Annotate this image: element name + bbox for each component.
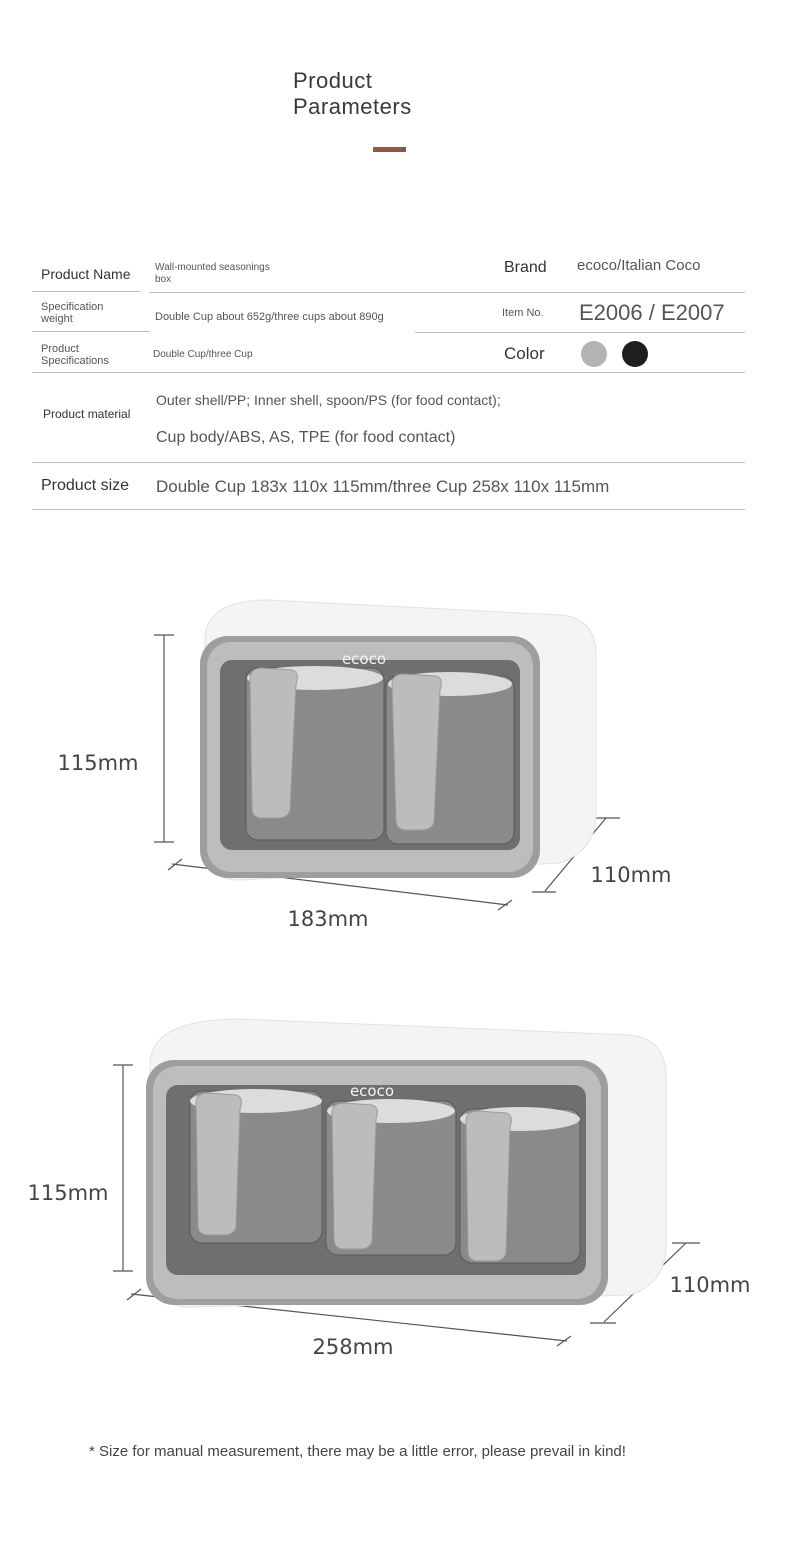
color-swatch-gray xyxy=(581,341,607,367)
product-name-value xyxy=(155,262,270,286)
product-spec-value: Double Cup/three Cup xyxy=(153,349,253,360)
height-label: 115mm xyxy=(57,751,139,775)
size-label: Product size xyxy=(41,477,130,494)
measurement-note: * Size for manual measurement, there may be a little error, please prevail in kind! xyxy=(89,1443,626,1460)
material-line-2: Cup body/ABS, AS, TPE (for food contact) xyxy=(156,429,456,446)
product-spec-label-line-2: Specifications xyxy=(41,355,109,367)
page-title-line-2: Parameters xyxy=(293,94,412,119)
height-label: 115mm xyxy=(27,1181,109,1205)
row-divider xyxy=(415,332,745,333)
ecoco-logo: ecoco xyxy=(341,650,387,668)
product-spec-label-line-1: Product xyxy=(41,343,79,355)
title-accent-bar xyxy=(373,147,406,152)
row-divider xyxy=(32,509,745,510)
row-divider xyxy=(150,292,745,293)
material-line-1: Outer shell/PP; Inner shell, spoon/PS (for food contact); xyxy=(156,392,501,408)
row-divider xyxy=(32,462,745,463)
ecoco-logo: ecoco xyxy=(349,1082,395,1100)
double-cup-illustration xyxy=(0,560,790,960)
depth-label: 110mm xyxy=(590,863,672,887)
width-label: 258mm xyxy=(312,1335,394,1359)
spec-weight-value: Double Cup about 652g/three cups about 890g xyxy=(155,311,384,323)
size-value: Double Cup 183x 110x 115mm/three Cup 258x 110x 115mm xyxy=(156,477,610,496)
row-divider xyxy=(32,372,745,373)
page-title-line-1: Product xyxy=(293,68,373,93)
color-swatch-black xyxy=(622,341,648,367)
item-no-value: E2006 / E2007 xyxy=(579,300,725,325)
brand-value: ecoco/Italian Coco xyxy=(577,257,701,274)
product-name-value-line-1: Wall-mounted seasonings xyxy=(155,262,270,273)
page-title xyxy=(293,68,412,120)
product-name-label: Product Name xyxy=(41,266,131,282)
product-spec-label xyxy=(41,343,109,367)
depth-label: 110mm xyxy=(669,1273,751,1297)
color-label: Color xyxy=(504,344,545,363)
item-no-label: Item No. xyxy=(502,307,544,319)
row-divider xyxy=(32,331,150,332)
row-divider xyxy=(32,291,140,292)
spec-weight-label xyxy=(41,301,103,325)
product-name-value-line-2: box xyxy=(155,274,172,285)
brand-label: Brand xyxy=(504,259,547,276)
spec-weight-label-line-2: weight xyxy=(41,313,73,325)
material-label: Product material xyxy=(43,407,131,421)
triple-cup-illustration xyxy=(0,1005,790,1405)
width-label: 183mm xyxy=(287,907,369,931)
spec-weight-label-line-1: Specification xyxy=(41,301,104,313)
